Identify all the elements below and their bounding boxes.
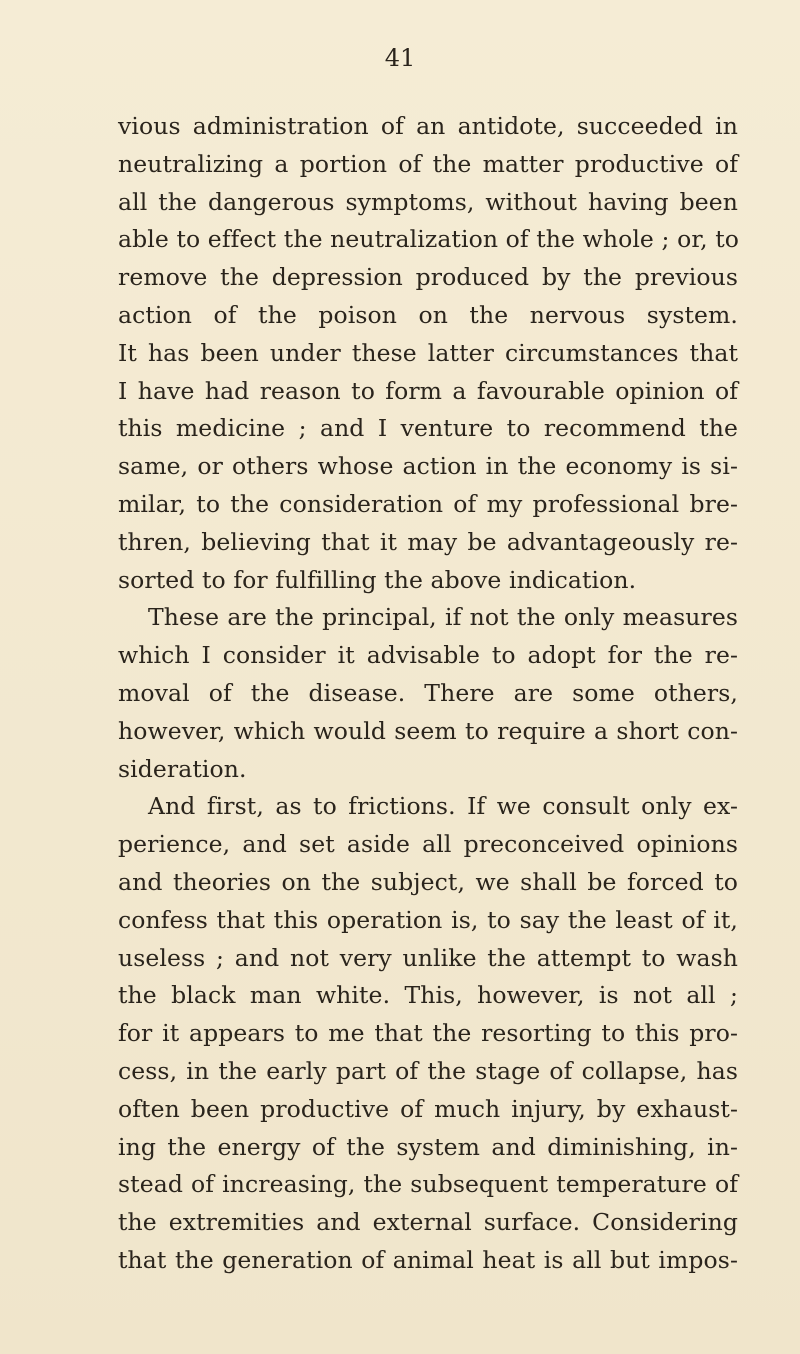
text-line: confess that this operation is, to say the least of it, [118, 905, 738, 934]
text-line: the black man white. This, however, is not all ; [118, 981, 738, 1010]
text-line: this medicine ; and I venture to recommend the [118, 414, 738, 443]
text-line: perience, and set aside all preconceived opinions [118, 830, 738, 859]
text-line: remove the depression produced by the previous [118, 263, 738, 292]
text-line: I have had reason to form a favourable opinion of [118, 376, 738, 405]
text-line: And first, as to frictions. If we consult only ex- [148, 792, 738, 821]
text-line: action of the poison on the nervous system. [118, 300, 738, 329]
text-line: which I consider it advisable to adopt for the re- [118, 641, 738, 670]
text-line: able to effect the neutralization of the whole ; or, to [118, 225, 740, 254]
text-line: moval of the disease. There are some others, [118, 678, 738, 707]
text-line: and theories on the subject, we shall be forced to [118, 867, 738, 896]
text-line: These are the principal, if not the only measures [148, 603, 738, 632]
text-line: sideration. [118, 754, 247, 783]
text-line: stead of increasing, the subsequent temperature of [118, 1170, 738, 1199]
text-line: all the dangerous symptoms, without having been [118, 187, 738, 216]
text-line: sorted to for fulfilling the above indication. [118, 565, 637, 594]
text-line: however, which would seem to require a short con- [118, 716, 738, 745]
text-line: neutralizing a portion of the matter productive of [118, 149, 738, 178]
text-line: It has been under these latter circumstances that [118, 338, 738, 367]
text-line: that the generation of animal heat is all but impos- [118, 1245, 738, 1274]
page-number: 41 [384, 44, 416, 72]
body-text [118, 108, 738, 1280]
text-line: thren, believing that it may be advantageously re- [118, 527, 738, 556]
text-line: often been productive of much injury, by exhaust- [118, 1094, 738, 1123]
text-line: useless ; and not very unlike the attempt to wash [118, 943, 738, 972]
text-line: milar, to the consideration of my professional bre- [118, 489, 738, 518]
text-line: cess, in the early part of the stage of collapse, has [118, 1056, 738, 1085]
text-line: the extremities and external surface. Considering [118, 1208, 738, 1237]
text-line: ing the energy of the system and diminishing, in- [118, 1132, 738, 1161]
text-line: vious administration of an antidote, succeeded in [118, 112, 738, 140]
text-line: same, or others whose action in the economy is si- [118, 452, 738, 481]
text-line: for it appears to me that the resorting to this pro- [118, 1019, 738, 1048]
